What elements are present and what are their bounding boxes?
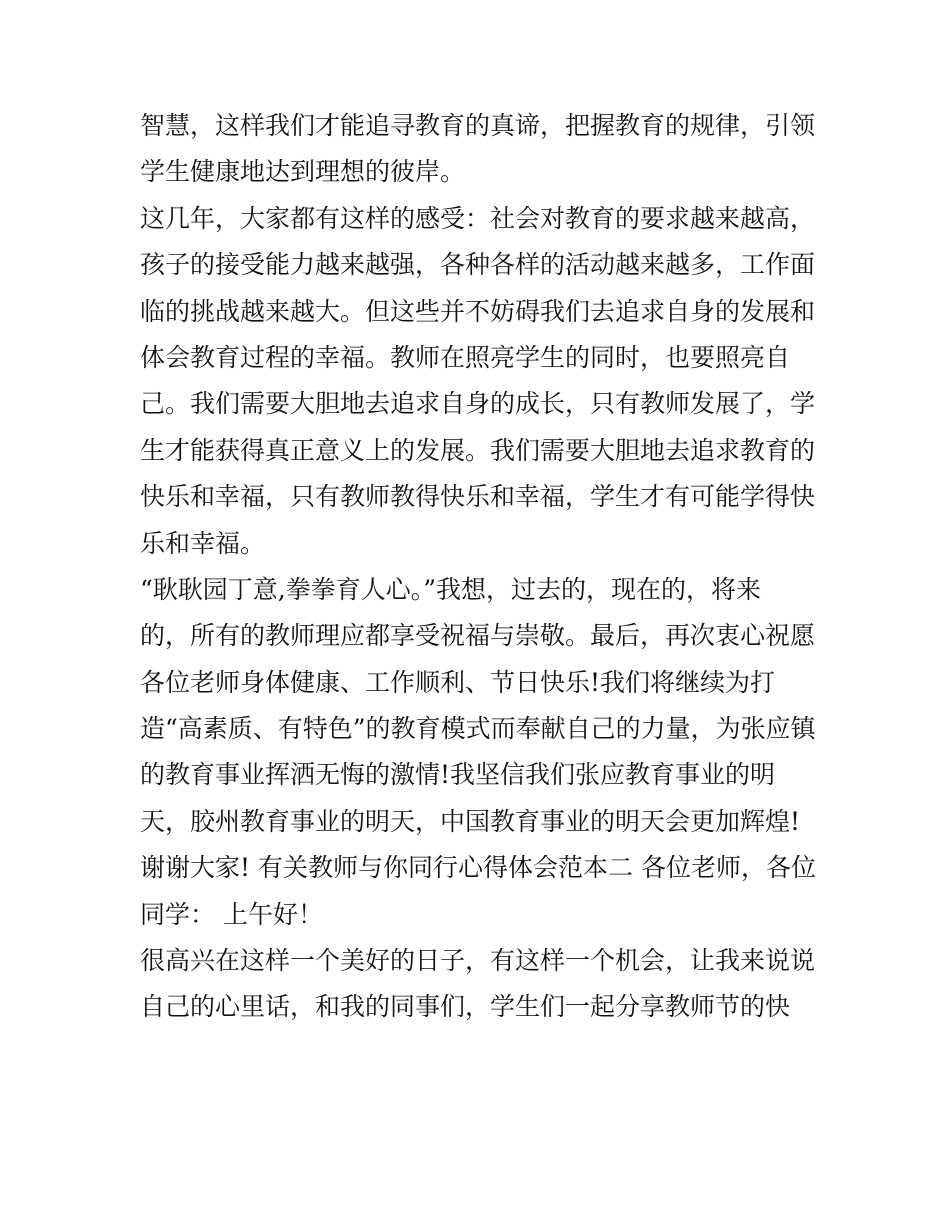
text-line: 造“高素质、有特色”的教育模式而奉献自己的力量，为张应镇 [140,714,816,744]
text-line: 谢谢大家! 有关教师与你同行心得体会范本二 各位老师，各位 [140,853,816,883]
document-body [140,103,820,1031]
text-line: 体会教育过程的幸福。教师在照亮学生的同时，也要照亮自 [140,342,791,372]
text-line: 己。我们需要大胆地去追求自身的成长，只有教师发展了，学 [140,389,816,419]
text-line: 孩子的接受能力越来越强，各种各样的活动越来越多，工作面 [140,250,816,280]
text-line: 天，胶州教育事业的明天，中国教育事业的明天会更加辉煌! [140,806,801,836]
text-line: 同学： 上午好！ [140,899,323,929]
text-line: 自己的心里话，和我的同事们，学生们一起分享教师节的快 [140,992,791,1022]
text-line: 的，所有的教师理应都享受祝福与崇敬。最后，再次衷心祝愿 [140,621,816,651]
text-line: 很高兴在这样一个美好的日子，有这样一个机会，让我来说说 [140,946,816,976]
text-line: 智慧，这样我们才能追寻教育的真谛，把握教育的规律，引领 [140,111,816,140]
text-line: 乐和幸福。 [140,528,266,558]
text-line: 快乐和幸福，只有教师教得快乐和幸福，学生才有可能学得快 [140,482,816,512]
text-line: 临的挑战越来越大。但这些并不妨碍我们去追求自身的发展和 [140,296,816,326]
text-line: 各位老师身体健康、工作顺利、节日快乐!我们将继续为打 [140,667,776,697]
text-line: 学生健康地达到理想的彼岸。 [140,157,466,187]
text-line: 这几年，大家都有这样的感受：社会对教育的要求越来越高， [140,203,816,233]
text-line: 生才能获得真正意义上的发展。我们需要大胆地去追求教育的 [140,435,816,465]
text-line: 的教育事业挥洒无悔的激情!我坚信我们张应教育事业的明 [140,760,776,790]
text-line: “耿耿园丁意,拳拳育人心。”我想，过去的，现在的，将来 [140,574,762,604]
